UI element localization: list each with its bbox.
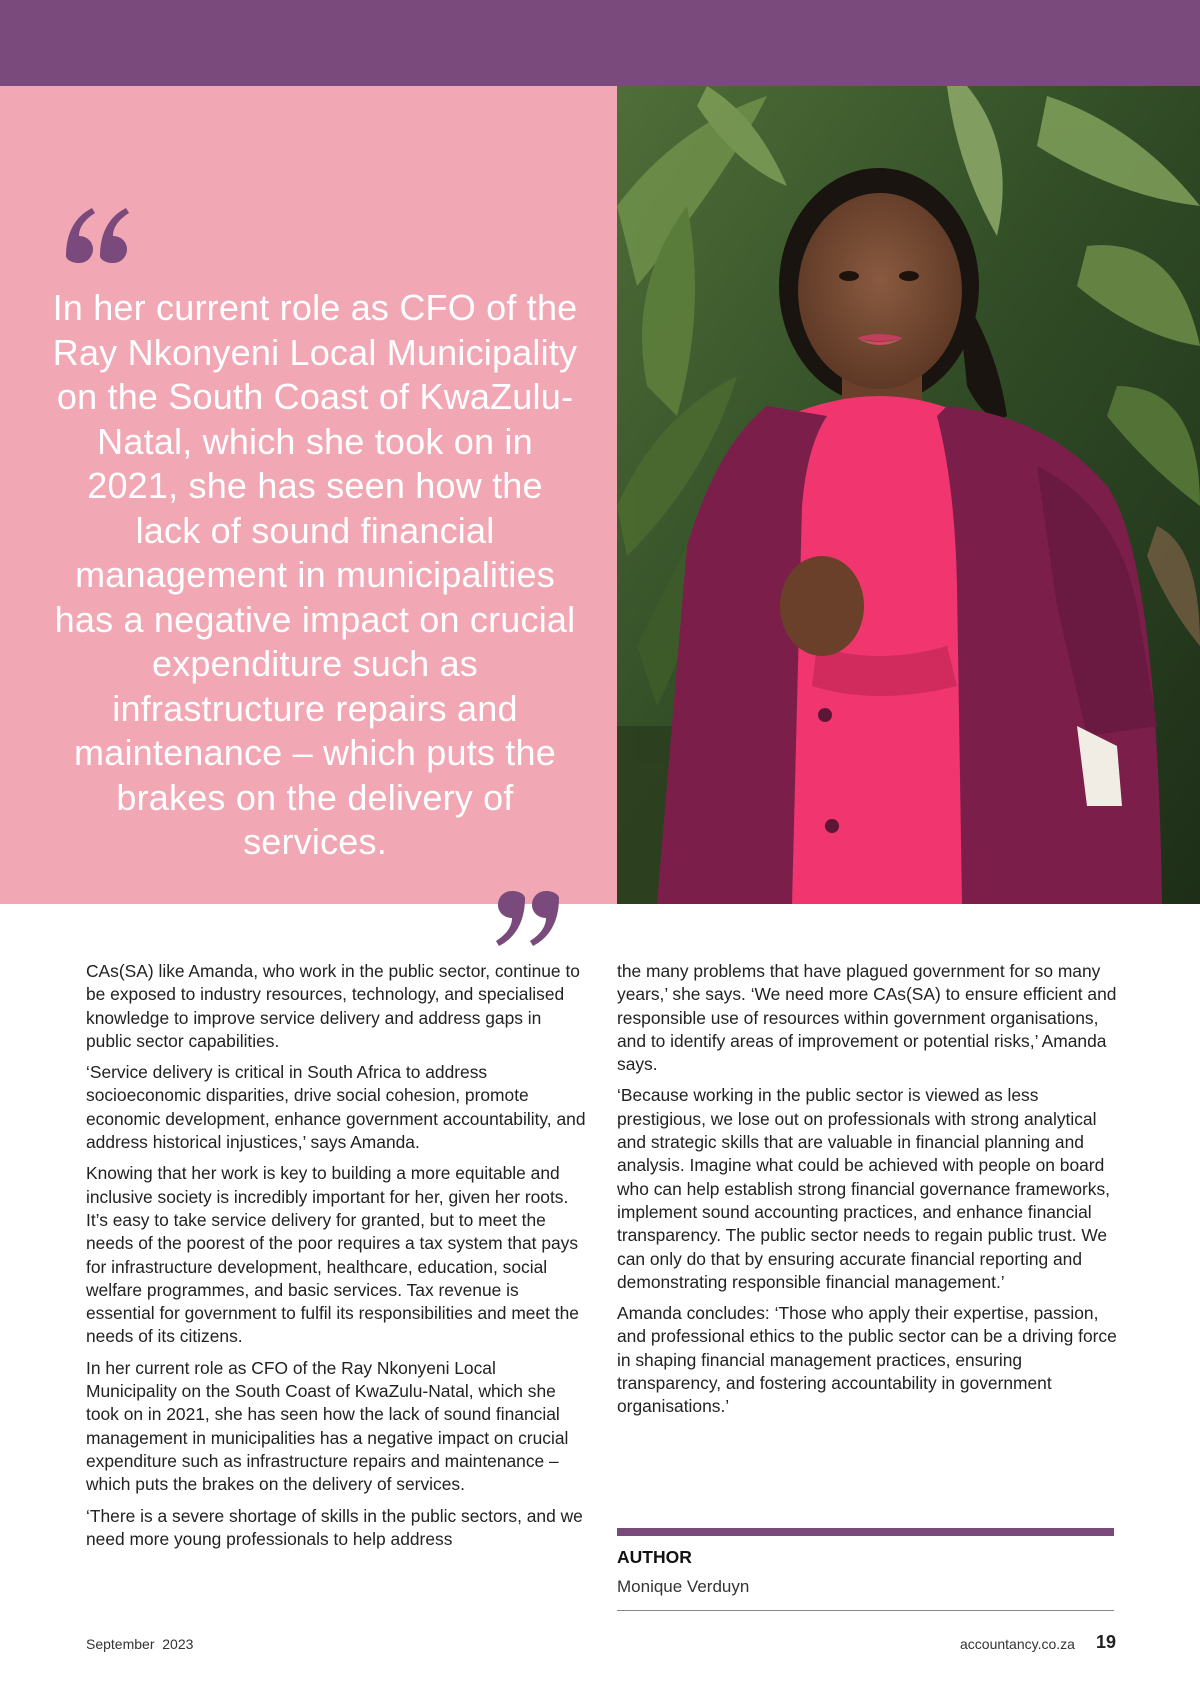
footer-date: September 2023 [86,1636,194,1652]
paragraph: ‘There is a severe shortage of skills in the public sectors, and we need more young professionals to help address [86,1505,583,1549]
paragraph: the many problems that have plagued government for so many years,’ she says. ‘We need more CAs(SA) to ensure efficient and responsible use of resources within government organisations, and to identify areas of improvement or potential risks,’ Amanda says. [617,961,1117,1075]
paragraph: CAs(SA) like Amanda, who work in the public sector, continue to be exposed to industry resources, technology, and specialised knowledge to improve service delivery and address gaps in public sector capabilities. [86,961,580,1051]
pull-quote-text: In her current role as CFO of the Ray Nkonyeni Local Municipality on the South Coast of KwaZulu-Natal, which she took on in 2021, she has seen how the lack of sound financial management in municipalities has a negative impact on crucial expenditure such as infrastructure repairs and maintenance – which puts the brakes on the delivery of services. [52,287,578,862]
open-quote-icon [62,196,132,280]
page-number: 19 [1096,1632,1117,1652]
article-column-left [86,960,586,1559]
paragraph: ‘Because working in the public sector is viewed as less prestigious, we lose out on professionals with strong analytical and strategic skills that are valuable in financial planning and analysis. Imagine what could be achieved with people on board who can help establish strong financial governance frameworks, implement sound accounting practices, and enhance financial transparency. The public sector needs to regain public trust. We can only do that by ensuring accurate financial reporting and demonstrating responsible financial management.’ [617,1085,1111,1292]
author-label: AUTHOR [617,1547,692,1567]
author-rule [617,1610,1114,1611]
close-quote-icon [493,876,563,960]
paragraph: ‘Service delivery is critical in South Africa to address socioeconomic disparities, drive social cohesion, promote economic development, enhance government accountability, and address historical injustices,’ says Amanda. [86,1062,586,1153]
header-band [0,0,1200,86]
paragraph: Knowing that her work is key to building a more equitable and inclusive society is incredibly important for her, given her roots. It’s easy to take service delivery for granted, but to meet the needs of the poorest of the poor requires a tax system that pays for infrastructure development, healthcare, education, social welfare programmes, and basic services. Tax revenue is essential for government to fulfil its responsibilities and meet the needs of its citizens. [86,1163,579,1347]
author-name: Monique Verduyn [617,1577,750,1596]
paragraph: In her current role as CFO of the Ray Nkonyeni Local Municipality on the South Coast of KwaZulu-Natal, which she took on in 2021, she has seen how the lack of sound financial management in municipalities has a negative impact on crucial expenditure such as infrastructure repairs and maintenance – which puts the brakes on the delivery of services. [86,1357,569,1495]
pull-quote-panel [0,86,617,904]
footer-site: accountancy.co.za [960,1636,1075,1652]
article-column-right [617,960,1117,1427]
author-divider-bar [617,1528,1114,1536]
portrait-photo [617,86,1200,904]
paragraph: Amanda concludes: ‘Those who apply their expertise, passion, and professional ethics to the public sector can be a driving force in shaping financial management practices, ensuring transparency, and fostering accountability in government organisations.’ [617,1303,1117,1417]
